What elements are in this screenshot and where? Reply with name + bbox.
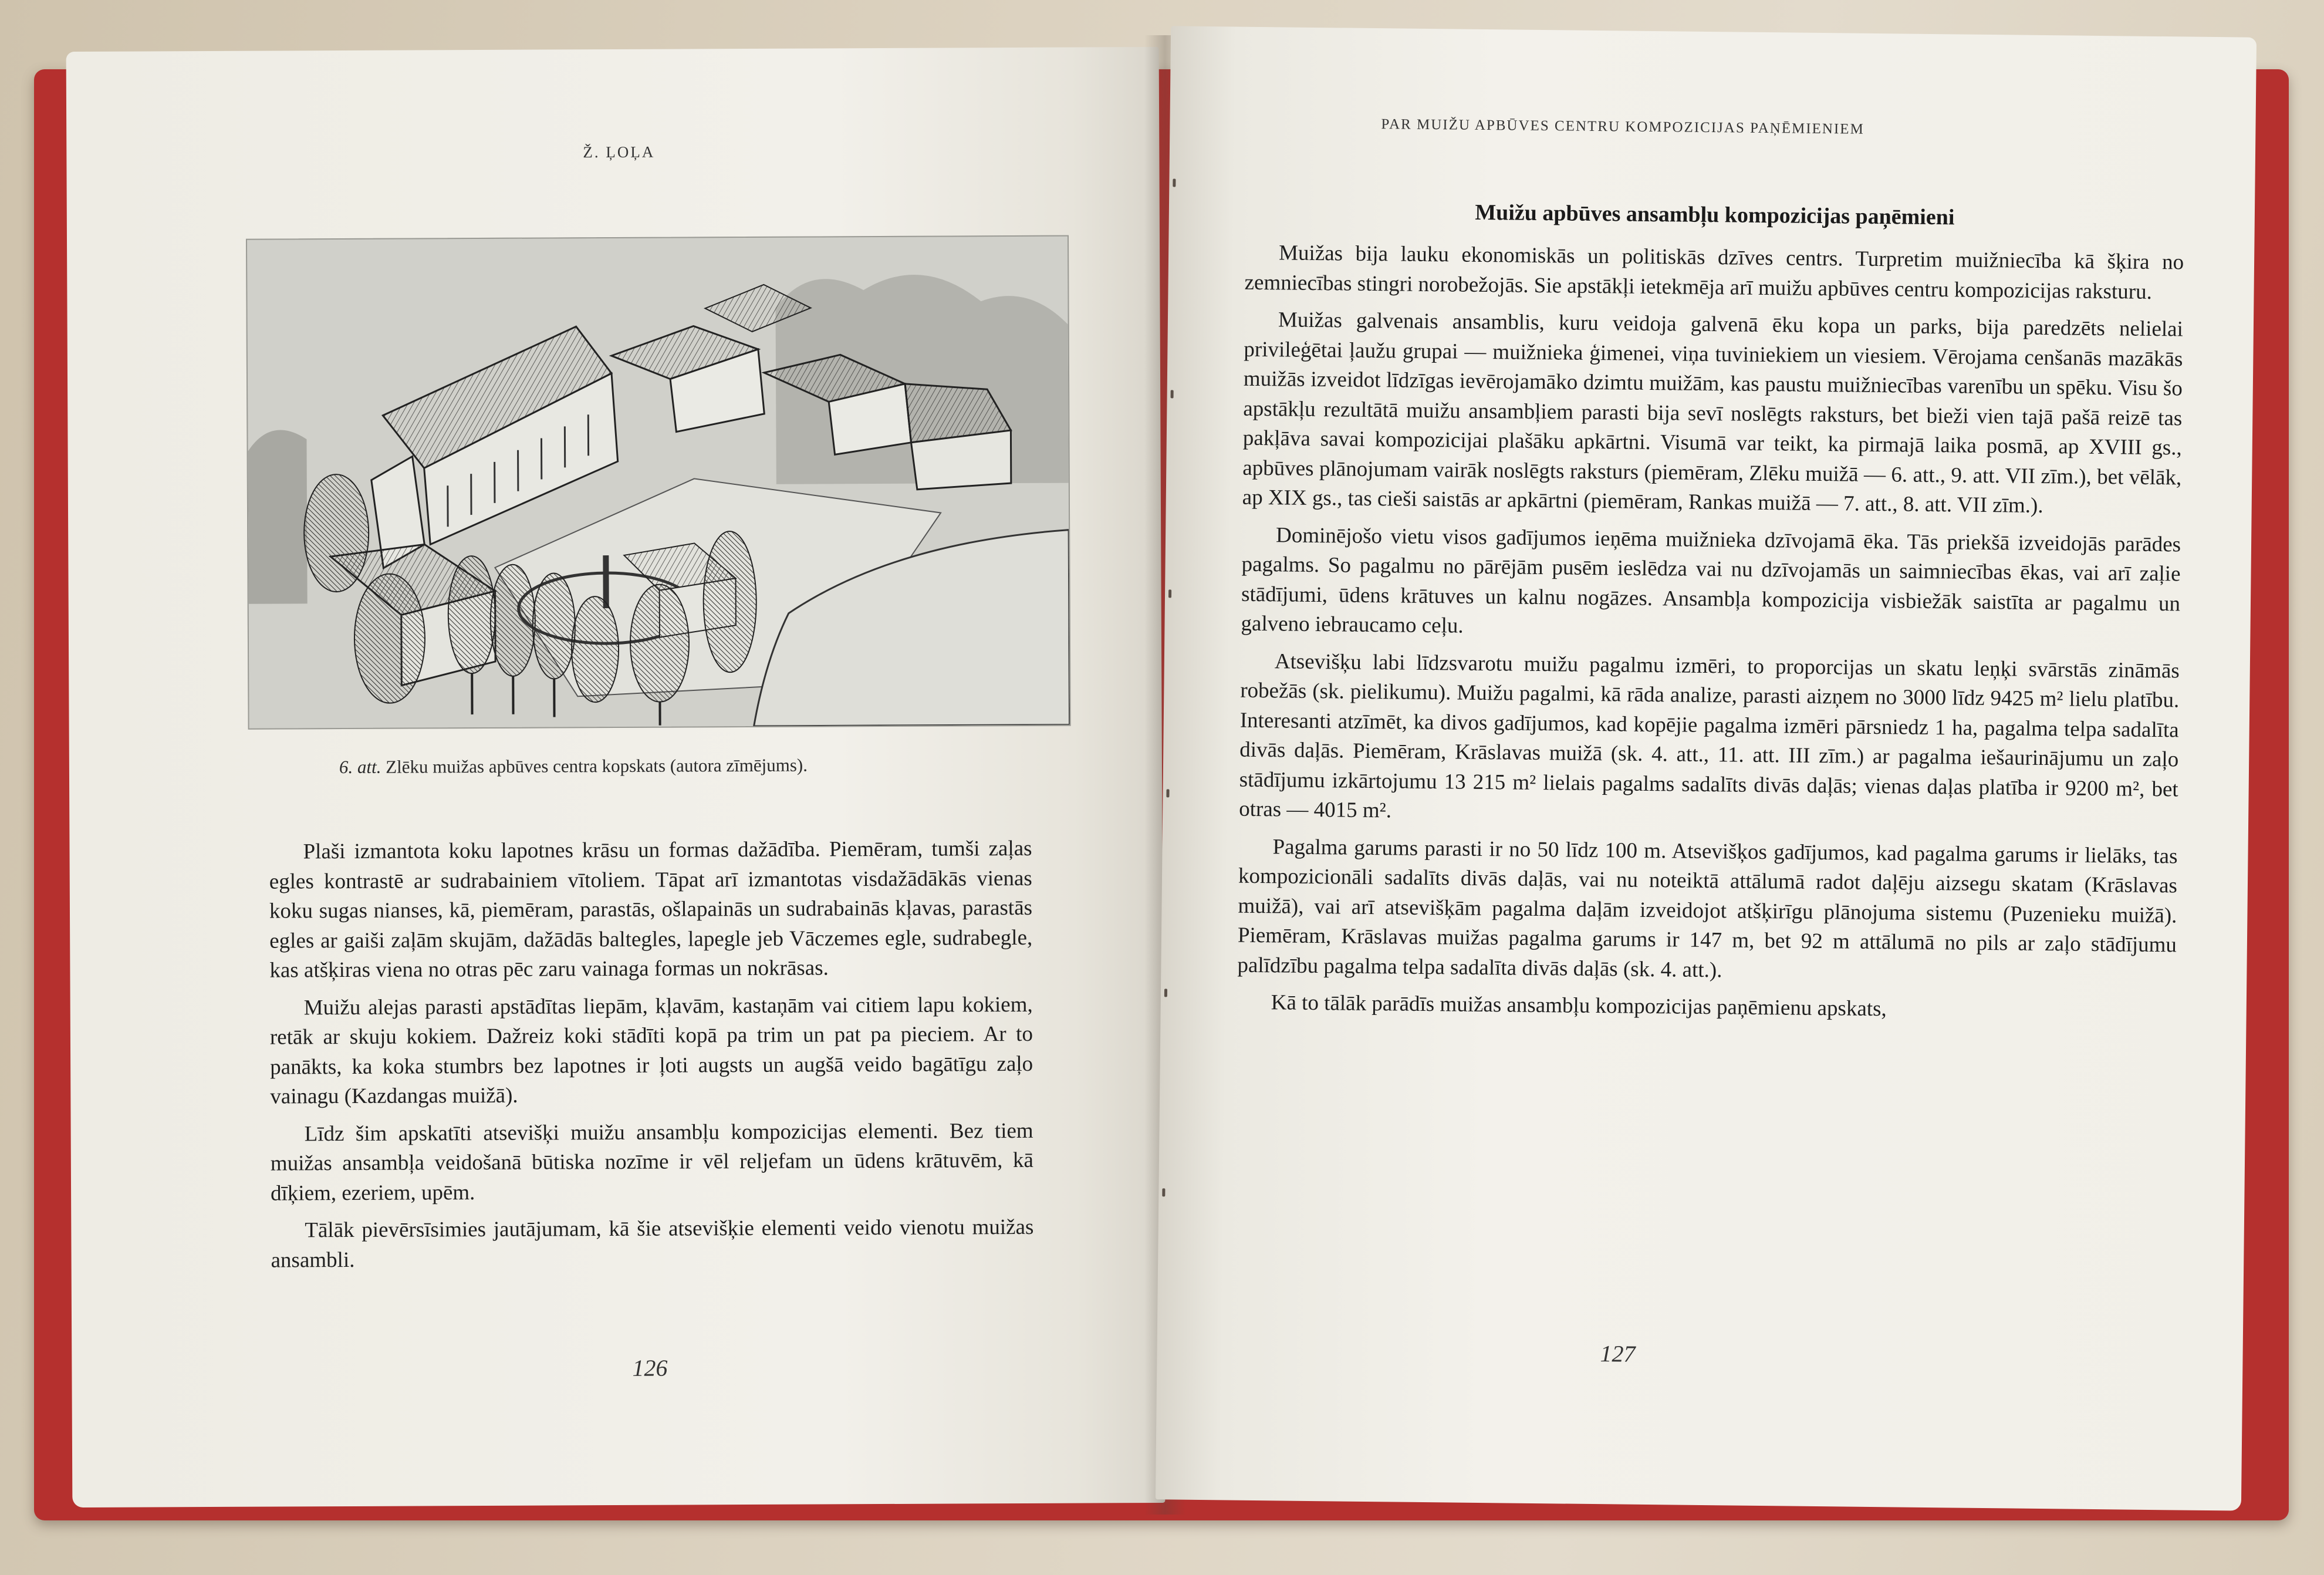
binding-stitch — [1164, 989, 1167, 997]
right-page-number: 127 — [1600, 1340, 1636, 1367]
right-paragraph-1: Muižas bija lauku ekonomiskās un politiskās dzīves centrs. Turpretim muižniecība kā šķira no zemniecības stingri norobežojās. Sie apstākļi ietekmēja arī muižu apbūves centru kompozicijas raksturu. — [1244, 241, 2184, 304]
right-paragraph-3: Dominējošo vietu visos gadījumos ieņēma muižnieka dzīvojamā ēka. Tās priekšā izveidojās parādes pagalms. So pagalmu no pārējām pusēm ieslēdza vai nu dzīvojamās un saimniecības ēkas, vai arī zaļie stādījumi, ūdens krātuves un kalnu nogāzes. Ansambļa kompozicija visbiežāk saistīta ar pagalmu un galveno iebraucamo ceļu. — [1241, 522, 2181, 638]
binding-stitch — [1168, 589, 1171, 598]
right-paragraph-5: Pagalma garums parasti ir no 50 līdz 100 m. Atsevišķos gadījumos, kad pagalma garums ir lielāks, tas kompozicionāli sadalīts divās daļās, vai nu noteiktā attālumā radot daļēju aizsegu skatam (Krāslavas muižā), vai arī atsevišķām pagalma daļām izveidojot atšķirīgu plānojuma sistemu (Puzenieku muižā). Piemēram, Krāslavas muižas pagalma garums ir 147 m, bet 92 m attālumā no pils ar zaļo stādījumu palīdzību pagalma telpa sadalīta divās daļās (sk. 4. att.). — [1237, 834, 2178, 982]
left-paragraph-2: Muižu alejas parasti apstādītas liepām, kļavām, kastaņām vai citiem lapu kokiem, retāk ar skuju kokiem. Dažreiz koki stādīti kopā pa trim un pat pa pieciem. Ar to panākts, ka koka stumbrs bez lapotnes ir ļoti augsts un augšā veido bagātīgu zaļo vainagu (Kazdangas muižā). — [269, 992, 1033, 1109]
right-running-head: PAR MUIŽU APBŪVES CENTRU KOMPOZICIJAS PAŅĒMIENIEM — [1381, 116, 1864, 137]
left-page — [66, 47, 1166, 1507]
left-running-head: Ž. ĻOĻA — [583, 143, 656, 161]
right-paragraph-6: Kā to tālāk parādīs muižas ansambļu kompozicijas paņēmienu apskats, — [1271, 990, 1887, 1021]
binding-stitch — [1171, 390, 1174, 398]
binding-stitch — [1162, 1188, 1165, 1196]
left-body-text — [269, 834, 1033, 1283]
left-page-number: 126 — [632, 1354, 668, 1381]
figure-caption-text: Zlēku muižas apbūves centra kopskats (autora zīmējums). — [386, 754, 808, 777]
section-title: Muižu apbūves ansambļu kompozicijas paņēmieni — [1475, 200, 1955, 230]
left-paragraph-1: Plaši izmantota koku lapotnes krāsu un formas dažādība. Piemēram, tumši zaļas egles kontrastē ar sudrabainiem vītoliem. Tāpat arī izmantotas visdažādākās vienas koku sugas nianses, kā, piemēram, parastās, ošlapainās un sudrabainās kļavas, parastās egles ar gaiši zaļām skujām, dažādās baltegles, lapegle jeb Vāczemes egle, sudrabegle, kas atšķiras viena no otras pēc zaru vainaga formas un nokrāsas. — [269, 836, 1033, 983]
binding-stitch — [1166, 789, 1169, 797]
left-paragraph-3: Līdz šim apskatīti atsevišķi muižu ansambļu kompozicijas elementi. Bez tiem muižas ansambļa veidošanā būtiska nozīme ir vēl reljefam un ūdens krātuvēm, kā dīķiem, ezeriem, upēm. — [270, 1118, 1033, 1206]
binding-stitch — [1173, 178, 1175, 187]
right-paragraph-2: Muižas galvenais ansamblis, kuru veidoja galvenā ēku kopa un parks, bija paredzēts nelielai privileģētai ļaužu grupai — muižnieka ģimenei, viņa tuviniekiem un viesiem. Vērojama cenšanās mazākās muižās izveidot līdzīgas ievērojamāko dzimtu muižām, kas paustu muižniecības varenību un spēku. Visu šo apstākļu rezultātā muižu ansambļiem parasti bija sevī noslēgts raksturs, bet bieži vien tajā pašā reizē tas pakļāva savai kompozicijai plašāku apkārtni. Visumā var teikt, ka pirmajā laika posmā, ap XVIII gs., apbūves plānojumam vairāk noslēgts raksturs (piemēram, Zlēku muižā — 6. att., 9. att. VII zīm.), bet vēlāk, ap XIX gs., tas cieši saistās ar apkārtni (piemēram, Rankas muižā — 7. att., 8. att. VII zīm.). — [1242, 308, 2184, 518]
right-body-text — [1237, 238, 2184, 1035]
figure-caption — [339, 755, 808, 778]
figure-caption-label: 6. att. — [339, 756, 381, 778]
right-paragraph-4: Atsevišķu labi līdzsvarotu muižu pagalmu izmēri, to proporcijas un skatu leņķi svārstās zināmās robežās (sk. pielikumu). Muižu pagalmi, kā rāda analize, parasti aizņem no 3000 līdz 9425 m² lielu platību. Interesanti atzīmēt, ka divos gadījumos, kad kopējie pagalma izmēri pārsniedz 1 ha, pagalma telpa sadalīta divās daļās. Piemēram, Krāslavas muižā (sk. 4. att., 11. att. III zīm.) ar pagalma iešaurinājumu un zaļo stādījumu izkārtojumu 13 215 m² lielais pagalms sadalīts divās daļās; vienas daļas platība ir 9200 m², bet otras — 4015 m². — [1239, 649, 2180, 823]
manor-drawing-illustration — [246, 235, 1071, 730]
right-page — [1156, 26, 2257, 1510]
manor-sketch — [247, 237, 1070, 729]
left-paragraph-4: Tālāk pievērsīsimies jautājumam, kā šie atsevišķie elementi veido vienotu muižas ansambli. — [271, 1215, 1034, 1273]
